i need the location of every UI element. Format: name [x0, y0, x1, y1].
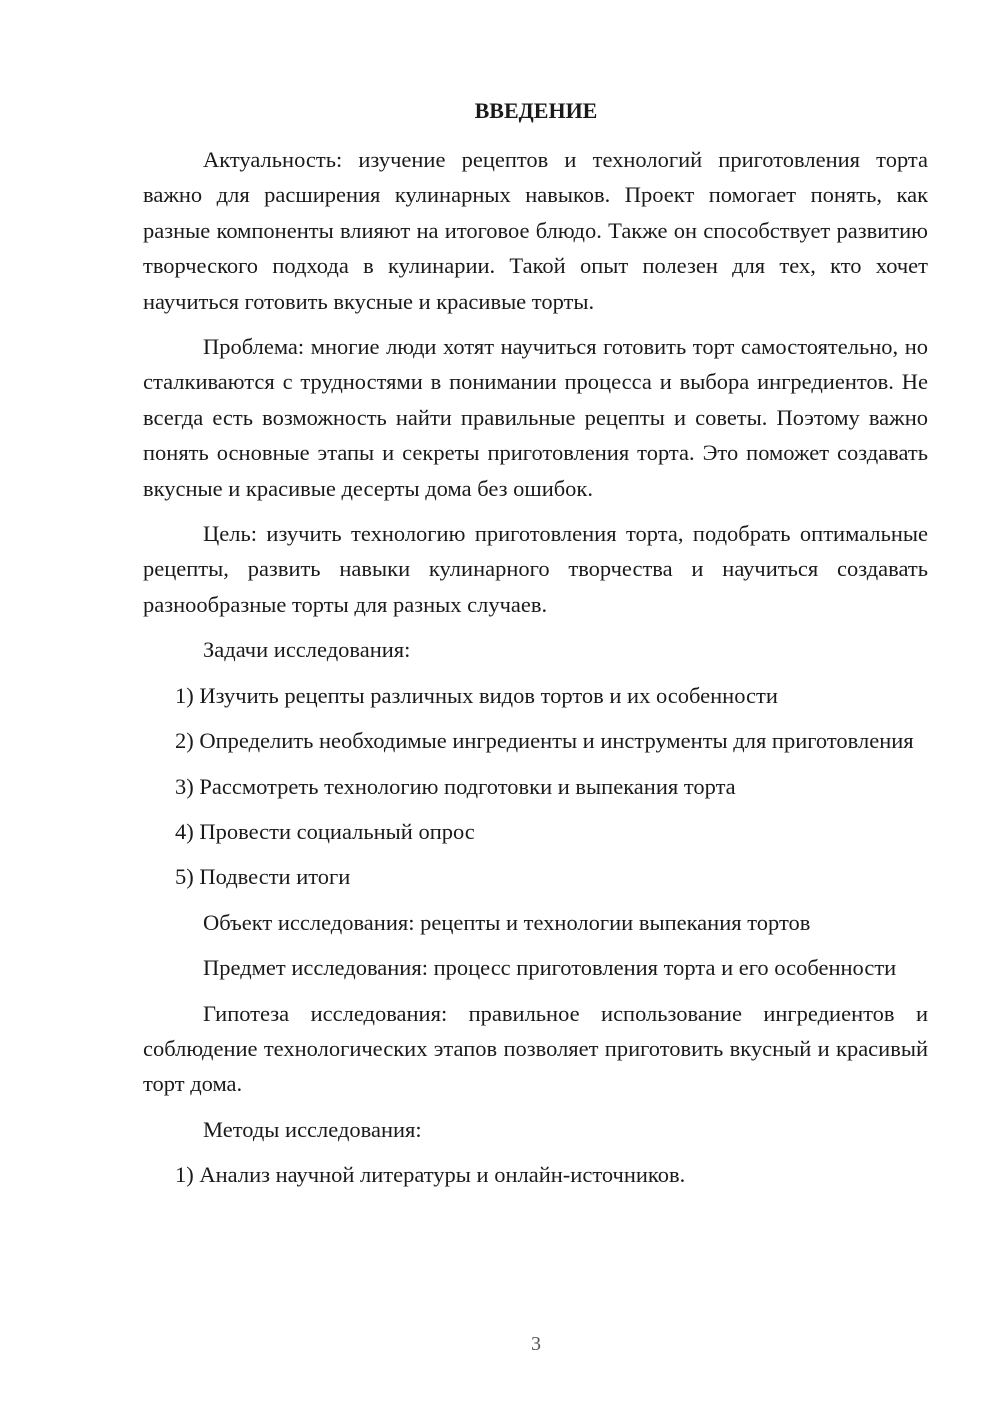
subject-paragraph: Предмет исследования: процесс приготовления торта и его особенности — [203, 955, 897, 981]
task-item: 3) Рассмотреть технологию подготовки и выпекания торта — [175, 773, 736, 799]
problem-paragraph: Проблема: многие люди хотят научиться готовить торт самостоятельно, но сталкиваются с трудностями в понимании процесса и выбора ингредиентов. Не всегда есть возможность найти правильные рецепты и советы. Поэтому важно понять основные этапы и секреты приготовления торта. Это поможет создавать вкусные и красивые десерты дома без ошибок. — [143, 334, 928, 501]
section-heading: ВВЕДЕНИЕ — [474, 98, 598, 123]
object-paragraph: Объект исследования: рецепты и технологии выпекания тортов — [203, 909, 811, 935]
page-number: 3 — [531, 1333, 541, 1355]
task-item: 1) Изучить рецепты различных видов тортов и их особенности — [175, 682, 778, 708]
relevance-paragraph: Актуальность: изучение рецептов и технологий приготовления торта важно для расширения кулинарных навыков. Проект помогает понять, как разные компоненты влияют на итоговое блюдо. Также он способствует развитию творческого подхода в кулинарии. Такой опыт полезен для тех, кто хочет научиться готовить вкусные и красивые торты. — [143, 147, 928, 314]
goal-paragraph: Цель: изучить технологию приготовления торта, подобрать оптимальные рецепты, развить навыки кулинарного творчества и научиться создавать разнообразные торты для разных случаев. — [143, 521, 928, 617]
document-body — [143, 142, 928, 1203]
task-item: 2) Определить необходимые ингредиенты и инструменты для приготовления — [175, 728, 914, 754]
task-item: 5) Подвести итоги — [175, 864, 351, 890]
hypothesis-paragraph: Гипотеза исследования: правильное использование ингредиентов и соблюдение технологических этапов позволяет приготовить вкусный и красивый торт дома. — [143, 1000, 928, 1097]
task-item: 4) Провести социальный опрос — [175, 818, 475, 844]
method-item: 1) Анализ научной литературы и онлайн-источников. — [175, 1162, 686, 1188]
tasks-title: Задачи исследования: — [203, 637, 411, 663]
methods-title: Методы исследования: — [203, 1116, 422, 1142]
